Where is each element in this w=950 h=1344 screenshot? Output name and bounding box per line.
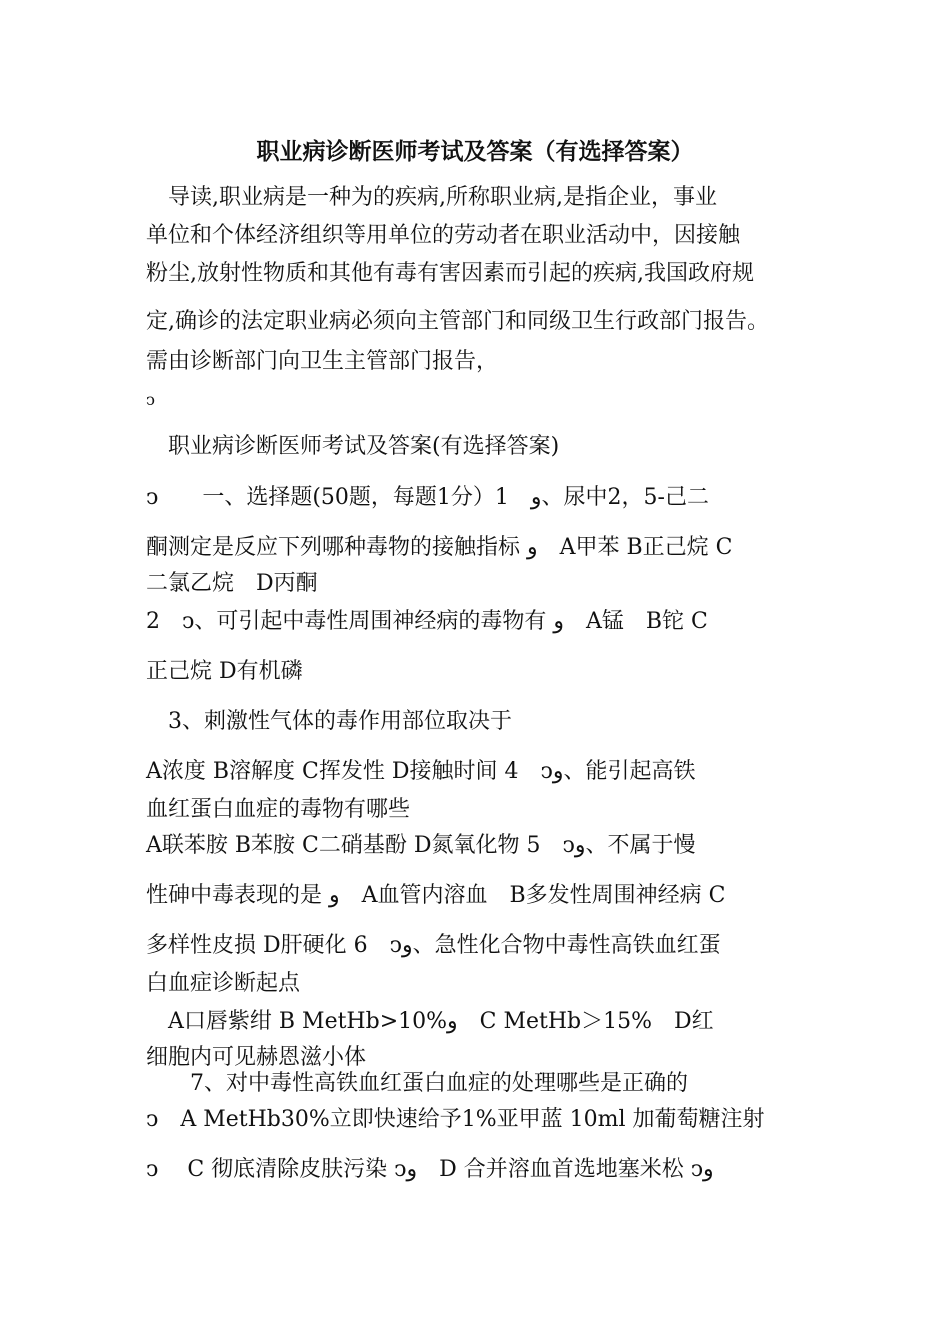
question-line: 3、刺激性气体的毒作用部位取决于: [146, 709, 512, 734]
text-line: 粉尘,放射性物质和其他有毒有害因素而引起的疾病,我国政府规: [146, 261, 754, 286]
question-line: 2 ↄ、可引起中毒性周围神经病的毒物有 و A锰 B铊 C: [146, 609, 708, 634]
question-line: 二氯乙烷 D丙酮: [146, 571, 318, 596]
question-line: 细胞内可见赫恩滋小体: [146, 1045, 367, 1070]
question-line: 性砷中毒表现的是 و A血管内溶血 B多发性周围神经病 C: [146, 883, 726, 908]
question-line: ↄ C 彻底清除皮肤污染 ↄو D 合并溶血首选地塞米松 ↄو: [146, 1157, 714, 1182]
text-line: 单位和个体经济组织等用单位的劳动者在职业活动中，因接触: [146, 223, 741, 248]
question-line: 白血症诊断起点: [146, 971, 301, 996]
question-line: 7、对中毒性高铁血红蛋白血症的处理哪些是正确的: [146, 1071, 688, 1096]
section-heading: 职业病诊断医师考试及答案(有选择答案): [146, 434, 560, 459]
question-line: 多样性皮损 D肝硬化 6 ↄو、急性化合物中毒性高铁血红蛋: [146, 933, 721, 958]
question-line: 酮测定是反应下列哪种毒物的接触指标 و A甲苯 B正己烷 C: [146, 535, 733, 560]
paragraph-mark: ↄ: [146, 390, 155, 409]
question-line: A联苯胺 B苯胺 C二硝基酚 D氮氧化物 5 ↄو、不属于慢: [146, 833, 696, 858]
question-line: ↄ A MetHb30%立即快速给予1%亚甲蓝 10ml 加葡萄糖注射: [146, 1107, 765, 1132]
question-line: A浓度 B溶解度 C挥发性 D接触时间 4 ↄو、能引起高铁: [146, 759, 696, 784]
document-title: 职业病诊断医师考试及答案（有选择答案）: [256, 138, 694, 165]
text-line: 需由诊断部门向卫生主管部门报告，: [146, 349, 499, 374]
text-line: 定,确诊的法定职业病必须向主管部门和同级卫生行政部门报告。: [146, 309, 769, 334]
question-line: 血红蛋白血症的毒物有哪些: [146, 797, 411, 822]
question-line: 正己烷 D有机磷: [146, 659, 303, 684]
question-line: A口唇紫绀 B MetHb>10%و C MetHb＞15% D红: [146, 1009, 714, 1034]
text-line: 导读,职业病是一种为的疾病,所称职业病,是指企业，事业: [146, 185, 717, 210]
question-line: ↄ 一、选择题(50题，每题1分）1 و、尿中2，5-己二: [146, 485, 709, 510]
